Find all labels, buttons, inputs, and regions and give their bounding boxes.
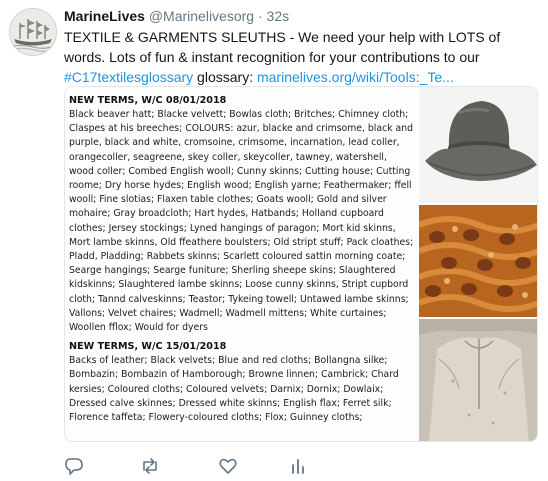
tweet-text-after: glossary: (193, 69, 257, 85)
shirt-icon (419, 319, 538, 442)
garment-photo[interactable] (419, 319, 538, 442)
fabric-pattern-icon (419, 205, 538, 317)
analytics-icon (288, 456, 308, 476)
analytics-button[interactable] (288, 456, 308, 476)
retweet-button[interactable] (140, 456, 160, 476)
separator-dot: · (257, 8, 263, 24)
document-body-1: Black beaver hatt; Blacke velvett; Bowlas cloth; Britches; Chimney cloth; Claspes at his breeches; COLOURS: azur, blacke and crimsome, black and purple, black and white, cromsoine, crimsome, incarnation, lead coller, orangecoller, seagreene, skey coller, skeycoller, tawney, watershell, wood coller; Combed English wooll; Cunny skinns; Cutting house; Cutting roome; Dry horse hydes; English wood; English yarne; Feathermaker; ffell wooll; Fine slotias; Flaxen table clothes; Goats wooll; Gold and silver mohaire; Gray broadcloth; Hart hydes, Hatbands; Holland cupboard clothes; Jersey stockings; Lyned hangings of paragon; Mort kid skinns, Mort lambe skinns, Old ffeathere boulsters; Old stript stuff; Pack cloathes; Pladd, Pladding; Rabbets skinns; Scarlett coloured sattin morning coate; Searge hangings; Searge funiture; Sherling sheepe skins; Slaughtered kidskinns; Slaughtered lambe skinns; Loose cunny skinns, Stript cupbord cloth; Tannd calveskinns; Teastor; Tykeing towell; Untawed lambe skinns; Vallons; Velvet chaires; Wadmell; Wadmell mittens; White curtaines; Woollen fflox; Would for dyers (69, 109, 414, 334)
ship-engraving-icon (10, 9, 56, 55)
photo-column (419, 87, 538, 442)
hat-icon (419, 87, 538, 203)
fabric-photo[interactable] (419, 205, 538, 317)
document-heading-1: NEW TERMS, W/C 08/01/2018 (69, 95, 227, 106)
tweet-actions (64, 456, 504, 476)
tweet-timestamp[interactable]: 32s (266, 8, 290, 24)
document-image[interactable] (65, 87, 417, 442)
avatar[interactable] (9, 8, 57, 56)
document-heading-2: NEW TERMS, W/C 15/01/2018 (69, 341, 227, 353)
retweet-icon (140, 456, 160, 476)
document-body-2: Backs of leather; Black velvets; Blue and red cloths; Bollangna silke; Bombazin; Bombazin of Hamborough; Browne linnen; Cambrick; Chard kersies; Coloured cloths; Coloured velvets; Darnix; Dornix; Dowlaix; Dressed calve skinnes; Dressed white skinns; English flax; Ferret silk; Florence taffeta; Flowery-coloured cloths; Flox; Guinney cloths; (69, 355, 399, 424)
url-link[interactable]: marinelives.org/wiki/Tools:_Te... (256, 69, 454, 85)
heart-icon (218, 456, 238, 476)
tweet-text (64, 27, 542, 87)
media-card[interactable] (64, 86, 538, 442)
hashtag-link[interactable]: #C17textilesglossary (64, 69, 194, 85)
like-button[interactable] (218, 456, 238, 476)
reply-icon (64, 456, 84, 476)
author-handle[interactable]: @Marinelivesorg (148, 8, 255, 24)
tweet-header (64, 8, 289, 24)
reply-button[interactable] (64, 456, 84, 476)
tweet-text-main: TEXTILE & GARMENTS SLEUTHS - We need your help with LOTS of words. Lots of fun & instant recognition for your contributions to our (64, 29, 501, 65)
hat-photo[interactable] (419, 87, 538, 203)
author-name[interactable]: MarineLives (64, 8, 145, 24)
